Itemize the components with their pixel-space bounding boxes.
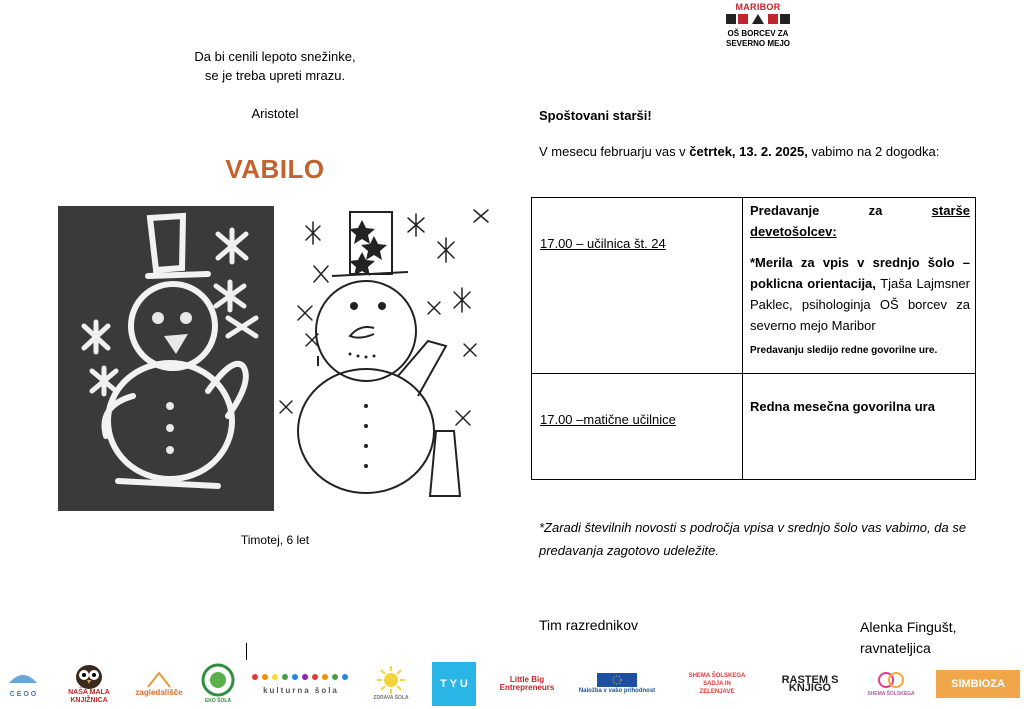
event-1-topic-bold: *Merila za vpis v srednjo šolo – poklicna orientacija,: [750, 255, 970, 291]
theater-icon: [144, 671, 174, 689]
rastem-s-knjigo-logo: [766, 662, 854, 706]
event-2-title: Redna mesečna govorilna ura: [750, 399, 935, 414]
event-1-title-line-2: devetošolcev:: [750, 224, 837, 239]
logo-label: T Y U: [440, 678, 468, 690]
principal-name: Alenka Fingušt,: [860, 619, 957, 635]
school-emblem-icon: [726, 12, 790, 26]
zagledal-logo: [128, 662, 190, 706]
intro-text-1: V mesecu februarju vas v: [539, 144, 690, 159]
logo-label: RASTEM S KNJIGO: [781, 674, 839, 694]
closing-note: *Zaradi številnih novosti s področja vpisa v srednjo šolo vas vabimo, da se predavanja zagotovo udeležite.: [539, 520, 967, 558]
nasa-mala-knjiznica-logo: [64, 662, 114, 706]
quote-line-1: Da bi cenili lepoto snežinke,: [194, 49, 356, 64]
logo-label: kulturna šola: [263, 686, 339, 695]
page-title: VABILO: [225, 154, 325, 184]
event-1-topic: [750, 252, 970, 336]
snowman-drawing-dark: [58, 206, 274, 511]
signature-teachers: Tim razrednikov: [539, 617, 639, 633]
swirl-icon: [876, 670, 906, 690]
intro-date: četrtek, 13. 2. 2025,: [689, 144, 808, 159]
greeting: Spoštovani starši!: [539, 108, 652, 123]
event-2-time: 17.00 –matične učilnice: [540, 412, 676, 427]
logo-label: SIMBIOZA: [951, 678, 1005, 690]
little-big-logo: [499, 662, 555, 706]
logo-label: C E O O: [9, 691, 37, 698]
event-1-title-word-2: za: [868, 203, 883, 218]
eu-flag-icon: [597, 673, 637, 687]
logo-label: NAŠA MALA KNJIŽNICA: [68, 689, 110, 704]
eko-sola-icon: [201, 663, 235, 697]
event-1-topic-rest: Tjaša Lajmsner Paklec, psihologinja OŠ borcev za severno mejo Maribor: [750, 276, 970, 333]
shema-sadja-logo: [686, 662, 748, 706]
event-1-title-word-3: starše: [931, 203, 970, 218]
eu-funds-logo: [566, 662, 668, 706]
quote: [150, 47, 400, 85]
snowman-drawing-light: [278, 206, 490, 511]
table-row: [532, 374, 975, 479]
logo-label: Naložba v vašo prihodnost: [578, 688, 656, 694]
quote-author: Aristotel: [251, 106, 299, 121]
kulturna-sola-logo: [246, 662, 356, 706]
signature-principal: [860, 617, 957, 659]
logo-label: EKO ŠOLA: [204, 698, 232, 704]
school-logo-city: MARIBOR: [735, 2, 781, 12]
sun-icon: [376, 666, 406, 694]
ceo-logo: [4, 662, 42, 706]
text-cursor: [246, 643, 247, 660]
simbioza-logo: [936, 670, 1020, 698]
tuu-logo: [432, 662, 476, 706]
owl-icon: [74, 663, 104, 689]
school-logo: [710, 2, 806, 49]
intro-text-2: vabimo na 2 dogodka:: [807, 144, 940, 159]
intro-paragraph: [539, 140, 975, 164]
event-1-note: Predavanju sledijo redne govorilne ure.: [750, 345, 938, 356]
table-row: [532, 198, 975, 374]
events-table: [531, 197, 976, 480]
school-logo-name-2: SEVERNO MEJO: [725, 39, 790, 48]
zdrava-sola-logo: [370, 662, 412, 706]
eko-sola-logo: [198, 662, 238, 706]
event-1-title: [750, 200, 970, 221]
event-1-details: [750, 200, 970, 361]
principal-role: ravnateljica: [860, 640, 931, 656]
event-1-time: 17.00 – učilnica št. 24: [540, 236, 666, 251]
logo-label: SHEMA ŠOLSKEGA: [867, 691, 915, 697]
drawing-caption: Timotej, 6 let: [240, 533, 310, 547]
people-row-icon: [249, 673, 353, 687]
quote-line-2: se je treba upreti mrazu.: [204, 68, 346, 83]
footer-logos: [0, 662, 1024, 709]
ceo-icon: [7, 669, 39, 691]
logo-label: zagledališče: [135, 688, 183, 697]
logo-label: Little Big Entrepreneurs: [499, 675, 555, 692]
event-1-title-word-1: Predavanje: [750, 203, 820, 218]
school-logo-name-1: OŠ BORCEV ZA: [727, 29, 789, 38]
logo-label: SHEMA ŠOLSKEGA SADJA IN ZELENJAVE: [688, 673, 746, 695]
zdrava-prehrana-logo: [860, 662, 922, 706]
logo-label: ZDRAVA ŠOLA: [373, 695, 409, 701]
